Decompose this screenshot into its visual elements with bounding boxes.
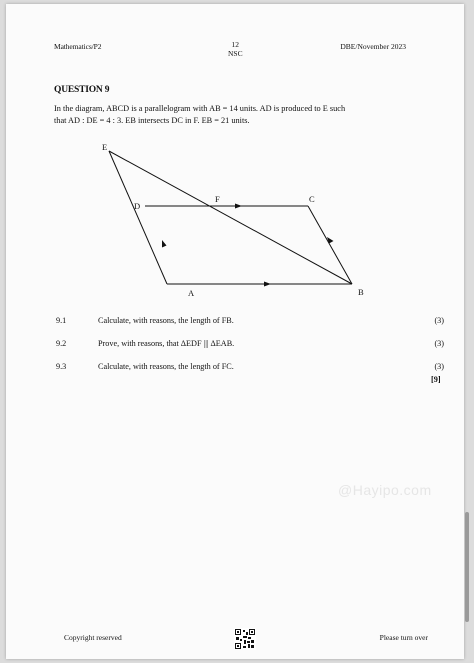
document-page [6, 4, 464, 659]
scrollbar-thumb[interactable] [465, 512, 469, 622]
segment-eb [109, 151, 352, 284]
header-page-info [228, 40, 243, 58]
header-subject: Mathematics/P2 [54, 42, 102, 51]
header-exam-session: DBE/November 2023 [340, 42, 406, 51]
subquestion-text: Calculate, with reasons, the length of FC. [98, 362, 234, 371]
header-nsc: NSC [228, 49, 243, 58]
label-e: E [102, 142, 108, 152]
footer-copyright: Copyright reserved [64, 633, 122, 642]
label-b: B [358, 287, 364, 297]
label-a: A [188, 288, 195, 298]
subquestion-text: Calculate, with reasons, the length of FB. [98, 316, 234, 325]
parallel-arrow-dc [235, 204, 242, 209]
page-number: 12 [231, 40, 240, 49]
subquestion-9-2 [56, 339, 444, 351]
subquestion-marks: (3) [434, 316, 444, 325]
total-marks: [9] [431, 375, 441, 384]
label-f: F [215, 194, 220, 204]
question-intro-line-1: In the diagram, ABCD is a parallelogram with AB = 14 units. AD is produced to E such [54, 104, 346, 113]
subquestion-marks: (3) [434, 339, 444, 348]
question-title: QUESTION 9 [54, 85, 110, 95]
question-intro-line-2: that AD : DE = 4 : 3. EB intersects DC in F. EB = 21 units. [54, 116, 250, 125]
parallel-arrow-ad [162, 240, 167, 248]
subquestion-text: Prove, with reasons, that ΔEDF ||| ΔEAB. [98, 339, 235, 348]
subquestion-marks: (3) [434, 362, 444, 371]
footer-turn-over: Please turn over [379, 633, 428, 642]
subquestion-number: 9.2 [56, 339, 67, 348]
subquestion-9-3 [56, 362, 444, 374]
parallel-arrow-bc [327, 237, 334, 244]
qr-code-icon [234, 628, 256, 650]
subquestion-number: 9.3 [56, 362, 67, 371]
parallelogram-diagram [94, 136, 384, 306]
subquestion-9-1 [56, 316, 444, 328]
subquestion-number: 9.1 [56, 316, 67, 325]
parallel-arrow-ab [264, 282, 271, 287]
segment-ae [109, 151, 167, 284]
label-d: D [134, 201, 141, 211]
question-intro [54, 103, 434, 127]
watermark: @Hayipo.com [338, 482, 432, 498]
label-c: C [309, 194, 315, 204]
